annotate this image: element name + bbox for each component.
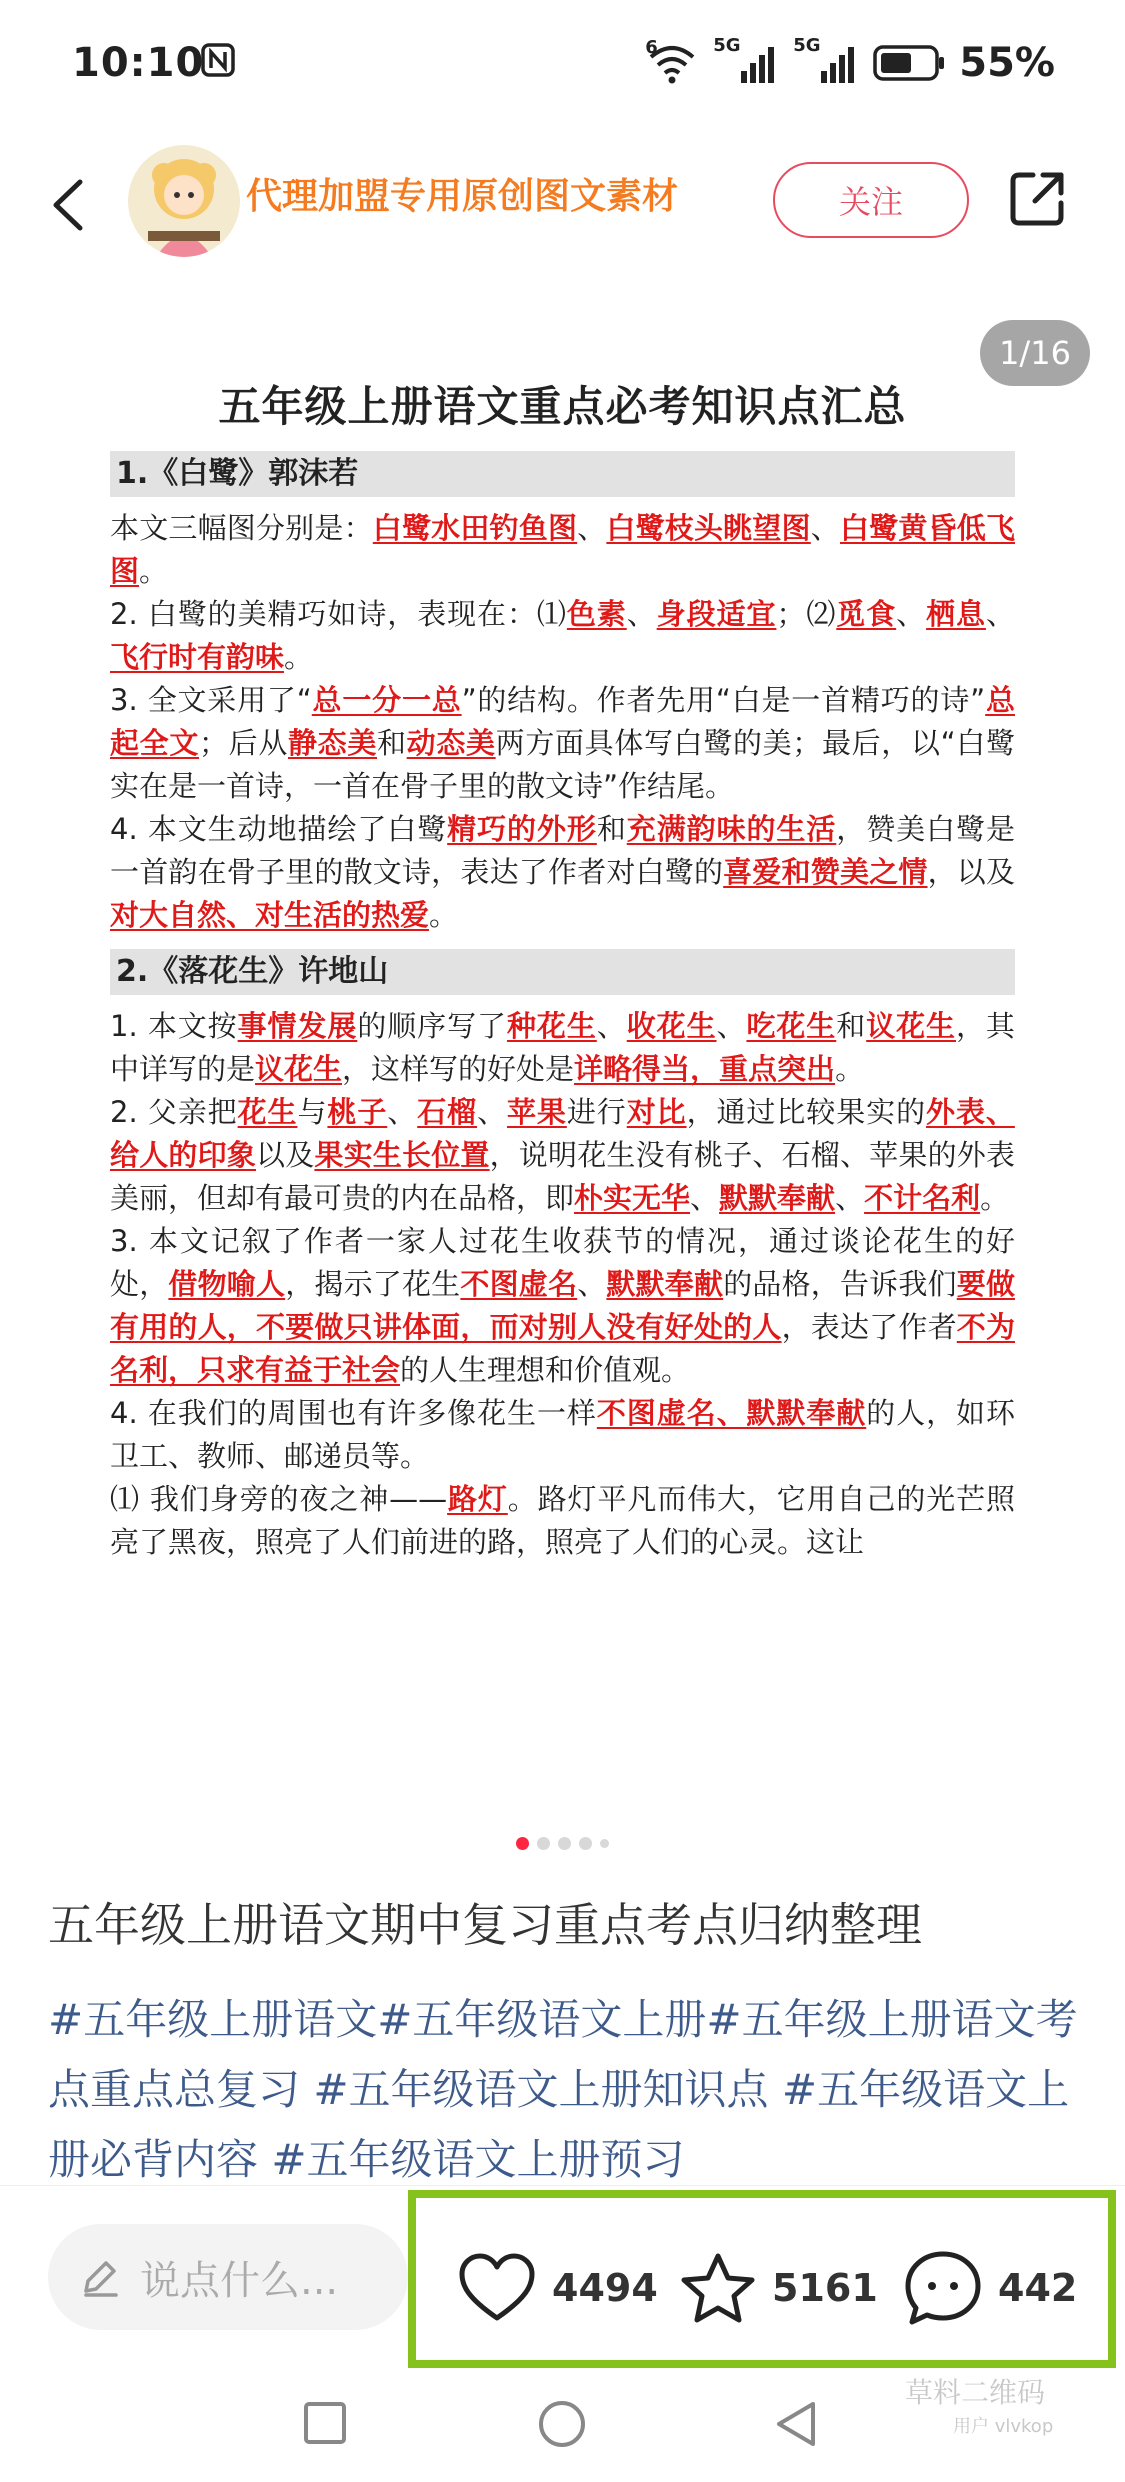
paragraph: 3. 本文记叙了作者一家人过花生收获节的情况，通过谈论花生的好处，借物喻人，揭示了花生不图虚名、默默奉献的品格，告诉我们要做有用的人，不要做只讲体面，而对别人没有好处的人，表达了作者不为名利，只求有益于社会的人生理想和价值观。	[110, 1224, 1015, 1387]
comment-input[interactable]	[48, 2224, 408, 2330]
nfc-icon	[200, 42, 236, 78]
avatar[interactable]	[128, 145, 240, 257]
carousel-dot-active	[516, 1837, 529, 1850]
collect-button[interactable]	[680, 2248, 878, 2328]
page-counter: 1/16	[980, 320, 1090, 386]
follow-button[interactable]: 关注	[773, 162, 969, 238]
comment-placeholder: 说点什么...	[140, 2257, 339, 2304]
carousel-dot	[558, 1837, 571, 1850]
battery-percent: 55%	[959, 40, 1055, 86]
status-bar	[0, 0, 1125, 130]
nav-recents-icon[interactable]	[302, 2400, 348, 2446]
paragraph: 2. 父亲把花生与桃子、石榴、苹果进行对比，通过比较果实的外表、给人的印象以及果实生长位置，说明花生没有桃子、石榴、苹果的外表美丽，但却有最可贵的内在品格，即朴实无华、默默奉献、不计名利。	[110, 1095, 1015, 1215]
paragraph: ⑴ 我们身旁的夜之神——路灯。路灯平凡而伟大，它用自己的光芒照亮了黑夜，照亮了人们前进的路，照亮了人们的心灵。这让	[110, 1482, 1015, 1559]
paragraph: 本文三幅图分别是：白鹭水田钓鱼图、白鹭枝头眺望图、白鹭黄昏低飞图。	[110, 511, 1015, 588]
post-title: 五年级上册语文期中复习重点考点归纳整理	[48, 1898, 922, 1952]
wifi-icon	[645, 37, 699, 85]
signal-icon	[713, 35, 779, 85]
comment-count: 442	[998, 2266, 1078, 2310]
network-label-1: 5G	[713, 35, 741, 56]
doc-title: 五年级上册语文重点必考知识点汇总	[218, 382, 907, 431]
image-carousel[interactable]	[0, 285, 1125, 1815]
bottom-action-bar	[0, 2185, 1125, 2370]
like-button[interactable]	[458, 2248, 658, 2328]
paragraph: 4. 本文生动地描绘了白鹭精巧的外形和充满韵味的生活，赞美白鹭是一首韵在骨子里的散文诗，表达了作者对白鹭的喜爱和赞美之情，以及对大自然、对生活的热爱。	[110, 812, 1015, 932]
comment-button[interactable]	[904, 2248, 1077, 2328]
paragraph: 4. 在我们的周围也有许多像花生一样不图虚名、默默奉献的人，如环卫工、教师、邮递员等。	[110, 1396, 1015, 1473]
network-label-2: 5G	[793, 35, 821, 56]
heart-icon	[458, 2252, 536, 2324]
like-count: 4494	[552, 2266, 658, 2310]
status-icons	[645, 35, 1055, 88]
battery-icon	[873, 43, 945, 83]
nav-back-icon[interactable]	[773, 2398, 819, 2450]
document-image	[110, 377, 1015, 1564]
paragraph: 2. 白鹭的美精巧如诗，表现在：⑴色素、身段适宜；⑵觅食、栖息、飞行时有韵味。	[110, 597, 1015, 674]
highlight-box	[408, 2190, 1116, 2368]
pencil-icon	[78, 2255, 122, 2299]
share-icon[interactable]	[1005, 167, 1069, 231]
signal-icon	[793, 35, 859, 85]
section-heading: 2.《落花生》许地山	[110, 949, 1015, 995]
carousel-dot	[537, 1837, 550, 1850]
system-nav-bar	[0, 2370, 1125, 2482]
nav-home-icon[interactable]	[536, 2398, 588, 2450]
collect-count: 5161	[772, 2266, 878, 2310]
carousel-indicator	[0, 1833, 1125, 1853]
wifi-badge: 6	[645, 37, 658, 58]
author-name[interactable]: 代理加盟专用原创图文素材	[246, 176, 679, 217]
watermark: 草料二维码 用户 vlvkop	[905, 2376, 1054, 2437]
carousel-dot	[600, 1839, 609, 1848]
post-tags[interactable]: #五年级上册语文#五年级语文上册#五年级上册语文考点重点总复习 #五年级语文上册知识点 #五年级语文上册必背内容 #五年级语文上册预习	[48, 1995, 1078, 2184]
paragraph: 1. 本文按事情发展的顺序写了种花生、收花生、吃花生和议花生，其中详写的是议花生，这样写的好处是详略得当，重点突出。	[110, 1009, 1015, 1086]
back-icon[interactable]	[40, 170, 100, 240]
section-heading: 1.《白鹭》郭沫若	[110, 451, 1015, 497]
paragraph: 3. 全文采用了“总一分一总”的结构。作者先用“白是一首精巧的诗”总起全文；后从静态美和动态美两方面具体写白鹭的美；最后，以“白鹭实在是一首诗，一首在骨子里的散文诗”作结尾。	[110, 683, 1015, 803]
carousel-dot	[579, 1837, 592, 1850]
post-header	[0, 130, 1125, 280]
status-time: 10:10	[72, 40, 205, 86]
comment-icon	[904, 2250, 982, 2326]
star-icon	[680, 2251, 756, 2325]
